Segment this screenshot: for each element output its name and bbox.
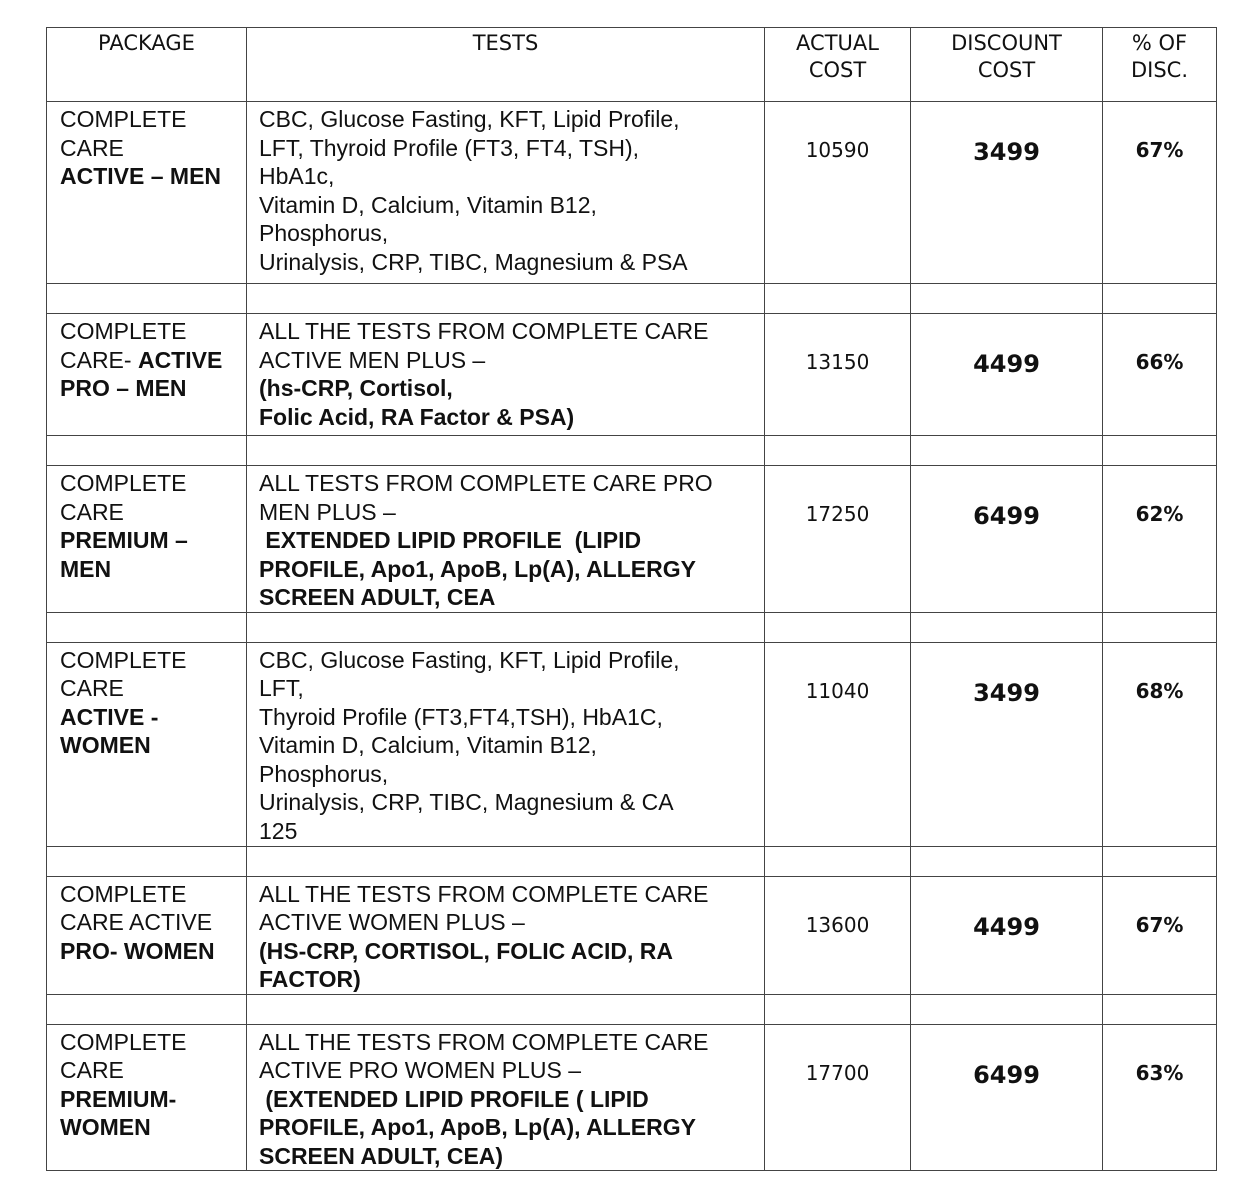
package-name-cell: COMPLETE CARE ACTIVE - WOMEN: [47, 642, 247, 846]
actual-cost-cell: 13600: [765, 876, 911, 994]
actual-cost-cell: 10590: [765, 102, 911, 284]
package-name-cell: COMPLETE CARE ACTIVE – MEN: [47, 102, 247, 284]
discount-percent-cell: 62%: [1103, 466, 1217, 613]
header-actual-cost: ACTUAL COST: [765, 28, 911, 102]
discount-cost-cell: 3499: [911, 642, 1103, 846]
actual-cost-cell: 17250: [765, 466, 911, 613]
package-name-cell: COMPLETE CARE PREMIUM – MEN: [47, 466, 247, 613]
package-name-cell: COMPLETE CARE PREMIUM- WOMEN: [47, 1024, 247, 1171]
discount-percent-cell: 67%: [1103, 876, 1217, 994]
tests-cell: CBC, Glucose Fasting, KFT, Lipid Profile, LFT, Thyroid Profile (FT3,FT4,TSH), HbA1C, Vitamin D, Calcium, Vitamin B12, Phosphorus, Urinalysis, CRP, TIBC, Magnesium & CA 125: [247, 642, 765, 846]
table-row: [47, 876, 1217, 994]
discount-percent-cell: 67%: [1103, 102, 1217, 284]
actual-cost-cell: 17700: [765, 1024, 911, 1171]
spacer-row: [47, 436, 1217, 466]
header-discount-cost: DISCOUNT COST: [911, 28, 1103, 102]
package-name-cell: COMPLETE CARE ACTIVE PRO- WOMEN: [47, 876, 247, 994]
discount-cost-cell: 6499: [911, 1024, 1103, 1171]
discount-percent-cell: 66%: [1103, 314, 1217, 436]
table-row: [47, 642, 1217, 846]
discount-cost-cell: 6499: [911, 466, 1103, 613]
actual-cost-cell: 11040: [765, 642, 911, 846]
header-package: PACKAGE: [47, 28, 247, 102]
tests-cell: ALL THE TESTS FROM COMPLETE CARE ACTIVE PRO WOMEN PLUS – (EXTENDED LIPID PROFILE ( LIPID PROFILE, Apo1, ApoB, Lp(A), ALLERGY SCREEN ADULT, CEA): [247, 1024, 765, 1171]
discount-percent-cell: 68%: [1103, 642, 1217, 846]
table-row: [47, 1024, 1217, 1171]
package-name-cell: COMPLETE CARE- ACTIVE PRO – MEN: [47, 314, 247, 436]
header-percent-discount: % OF DISC.: [1103, 28, 1217, 102]
spacer-row: [47, 846, 1217, 876]
table-row: [47, 102, 1217, 284]
table-row: [47, 314, 1217, 436]
tests-cell: CBC, Glucose Fasting, KFT, Lipid Profile, LFT, Thyroid Profile (FT3, FT4, TSH), HbA1c, Vitamin D, Calcium, Vitamin B12, Phosphorus, Urinalysis, CRP, TIBC, Magnesium & PSA: [247, 102, 765, 284]
tests-cell: ALL THE TESTS FROM COMPLETE CARE ACTIVE WOMEN PLUS – (HS-CRP, CORTISOL, FOLIC ACID, RA FACTOR): [247, 876, 765, 994]
spacer-row: [47, 284, 1217, 314]
header-tests: TESTS: [247, 28, 765, 102]
header-row: [47, 28, 1217, 102]
table-row: [47, 466, 1217, 613]
discount-cost-cell: 4499: [911, 876, 1103, 994]
spacer-row: [47, 994, 1217, 1024]
actual-cost-cell: 13150: [765, 314, 911, 436]
discount-percent-cell: 63%: [1103, 1024, 1217, 1171]
discount-cost-cell: 4499: [911, 314, 1103, 436]
tests-cell: ALL TESTS FROM COMPLETE CARE PRO MEN PLUS – EXTENDED LIPID PROFILE (LIPID PROFILE, Apo1, ApoB, Lp(A), ALLERGY SCREEN ADULT, CEA: [247, 466, 765, 613]
discount-cost-cell: 3499: [911, 102, 1103, 284]
package-price-table: [46, 27, 1217, 1171]
spacer-row: [47, 612, 1217, 642]
tests-cell: ALL THE TESTS FROM COMPLETE CARE ACTIVE MEN PLUS – (hs-CRP, Cortisol, Folic Acid, RA Factor & PSA): [247, 314, 765, 436]
